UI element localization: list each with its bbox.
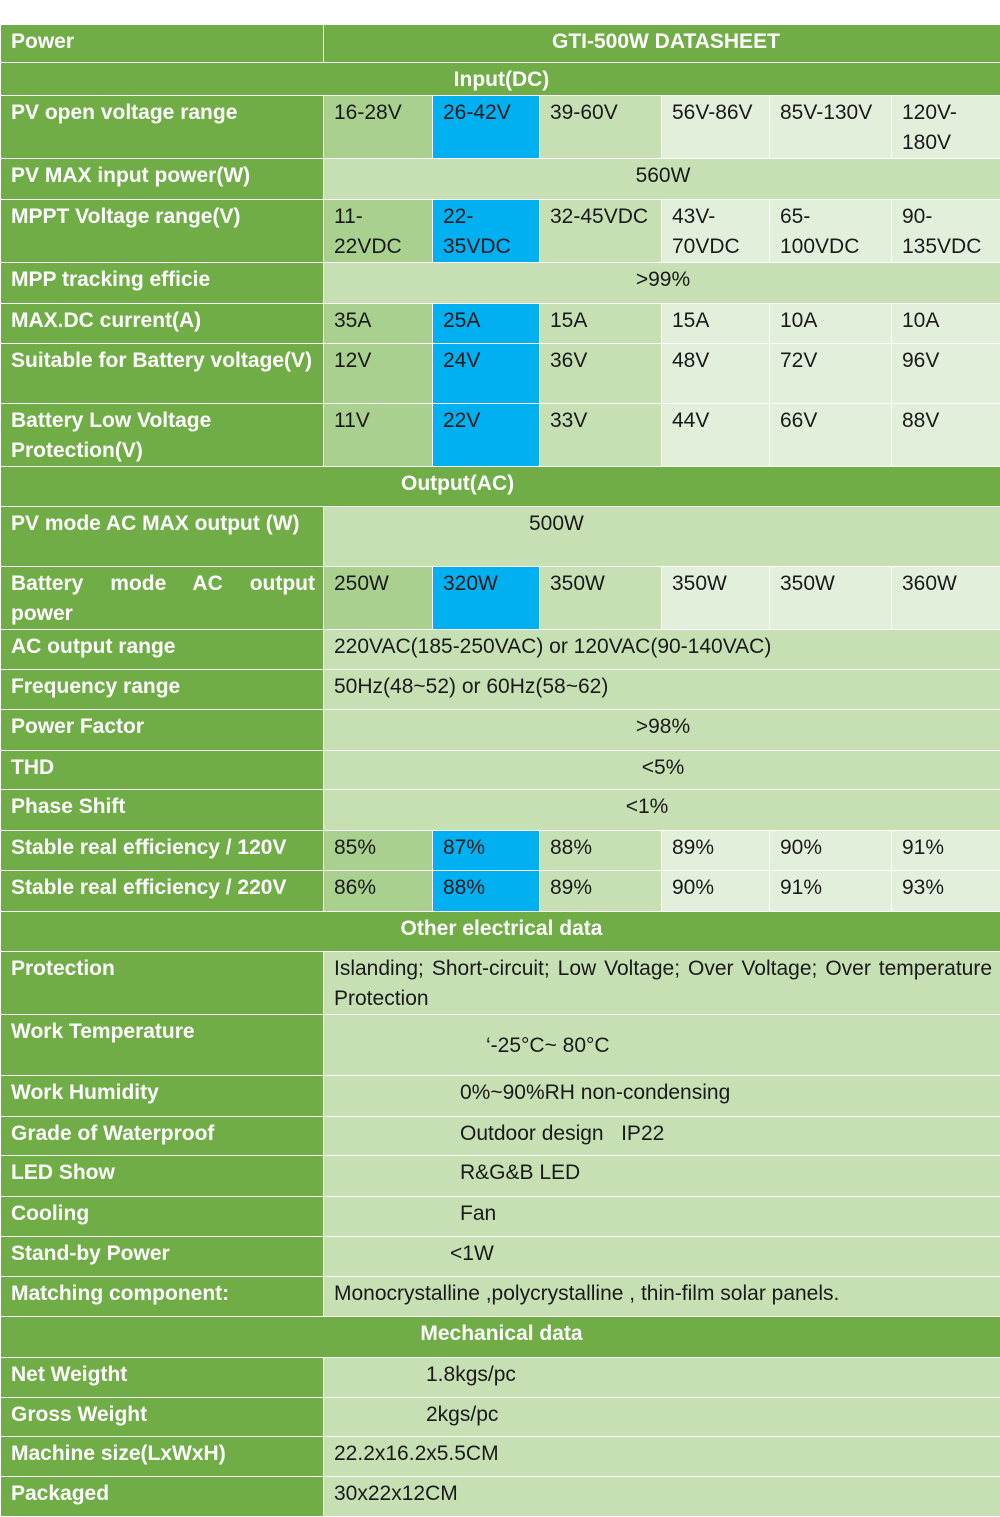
cell: 90-135VDC bbox=[892, 200, 1000, 263]
row-label: Cooling bbox=[1, 1197, 324, 1237]
cell-merged: 50Hz(48~52) or 60Hz(58~62) bbox=[324, 670, 1000, 710]
table-row bbox=[1, 871, 1000, 912]
cell: 35A bbox=[324, 304, 433, 344]
table-row bbox=[1, 344, 1000, 404]
header-row bbox=[1, 25, 1000, 63]
section-other-title: Other electrical data bbox=[1, 912, 1000, 952]
cell: 89% bbox=[662, 831, 770, 871]
row-label: Work Temperature bbox=[1, 1015, 324, 1076]
table-row bbox=[1, 1117, 1000, 1156]
table-row bbox=[1, 831, 1000, 871]
row-label: Battery mode AC output power bbox=[1, 567, 324, 630]
cell: 15A bbox=[662, 304, 770, 344]
table-row bbox=[1, 1015, 1000, 1076]
row-label: PV MAX input power(W) bbox=[1, 159, 324, 200]
table-row bbox=[1, 1076, 1000, 1117]
cell: 350W bbox=[662, 567, 770, 630]
table-row bbox=[1, 1277, 1000, 1317]
row-label: Stable real efficiency / 120V bbox=[1, 831, 324, 871]
table-row bbox=[1, 1156, 1000, 1197]
table-row bbox=[1, 200, 1000, 263]
cell: 16-28V bbox=[324, 96, 433, 159]
cell-merged: Islanding; Short-circuit; Low Voltage; Over Voltage; Over temperature Protection bbox=[324, 952, 1000, 1015]
table-row bbox=[1, 952, 1000, 1015]
section-input-title: Input(DC) bbox=[1, 63, 1000, 96]
row-label: THD bbox=[1, 751, 324, 790]
cell: 33V bbox=[540, 404, 662, 467]
cell: 36V bbox=[540, 344, 662, 404]
cell: 32-45VDC bbox=[540, 200, 662, 263]
row-label: Battery Low Voltage Protection(V) bbox=[1, 404, 324, 467]
row-label: Frequency range bbox=[1, 670, 324, 710]
row-label: PV open voltage range bbox=[1, 96, 324, 159]
row-label: PV mode AC MAX output (W) bbox=[1, 507, 324, 567]
cell-merged: 22.2x16.2x5.5CM bbox=[324, 1437, 1000, 1477]
cell: 350W bbox=[770, 567, 892, 630]
cell: 65-100VDC bbox=[770, 200, 892, 263]
cell: 85V-130V bbox=[770, 96, 892, 159]
cell: 66V bbox=[770, 404, 892, 467]
table-row bbox=[1, 710, 1000, 751]
table-row bbox=[1, 630, 1000, 670]
cell-highlighted: 320W bbox=[433, 567, 540, 630]
section-row-mechanical bbox=[1, 1317, 1000, 1358]
table-row bbox=[1, 1437, 1000, 1477]
datasheet-title: GTI-500W DATASHEET bbox=[324, 25, 1000, 63]
cell: 96V bbox=[892, 344, 1000, 404]
cell-highlighted: 22V bbox=[433, 404, 540, 467]
cell: 43V-70VDC bbox=[662, 200, 770, 263]
cell: 89% bbox=[540, 871, 662, 912]
cell-merged: 30x22x12CM bbox=[324, 1477, 1000, 1517]
cell-highlighted: 88% bbox=[433, 871, 540, 912]
section-output-title: Output(AC) bbox=[1, 467, 1000, 507]
cell: 48V bbox=[662, 344, 770, 404]
cell-merged: 2kgs/pc bbox=[324, 1398, 1000, 1437]
row-label: MPPT Voltage range(V) bbox=[1, 200, 324, 263]
row-label: Stand-by Power bbox=[1, 1237, 324, 1277]
cell-merged: <1% bbox=[324, 790, 1000, 831]
row-label: Grade of Waterproof bbox=[1, 1117, 324, 1156]
cell: 360W bbox=[892, 567, 1000, 630]
cell: 93% bbox=[892, 871, 1000, 912]
cell-merged: Outdoor design IP22 bbox=[324, 1117, 1000, 1156]
cell: 120V-180V bbox=[892, 96, 1000, 159]
cell: 15A bbox=[540, 304, 662, 344]
table-row bbox=[1, 1477, 1000, 1517]
row-label: Stable real efficiency / 220V bbox=[1, 871, 324, 912]
row-label: Phase Shift bbox=[1, 790, 324, 831]
cell-merged: 500W bbox=[324, 507, 1000, 567]
cell-merged: >98% bbox=[324, 710, 1000, 751]
table-row bbox=[1, 507, 1000, 567]
cell: 10A bbox=[770, 304, 892, 344]
row-label: Work Humidity bbox=[1, 1076, 324, 1117]
row-label: Machine size(LxWxH) bbox=[1, 1437, 324, 1477]
cell-merged: R&G&B LED bbox=[324, 1156, 1000, 1197]
cell-merged: <1W bbox=[324, 1237, 1000, 1277]
row-label: Matching component: bbox=[1, 1277, 324, 1317]
cell-merged: ‘-25°C~ 80°C bbox=[324, 1015, 1000, 1076]
table-row bbox=[1, 1358, 1000, 1398]
cell: 85% bbox=[324, 831, 433, 871]
cell-merged: 1.8kgs/pc bbox=[324, 1358, 1000, 1398]
cell-highlighted: 25A bbox=[433, 304, 540, 344]
table-row bbox=[1, 670, 1000, 710]
table-row bbox=[1, 404, 1000, 467]
cell: 250W bbox=[324, 567, 433, 630]
cell: 91% bbox=[892, 831, 1000, 871]
table-row bbox=[1, 1197, 1000, 1237]
cell-highlighted: 26-42V bbox=[433, 96, 540, 159]
table-row bbox=[1, 304, 1000, 344]
cell: 88V bbox=[892, 404, 1000, 467]
cell-merged: 0%~90%RH non-condensing bbox=[324, 1076, 1000, 1117]
row-label: Gross Weight bbox=[1, 1398, 324, 1437]
table-row bbox=[1, 96, 1000, 159]
cell: 10A bbox=[892, 304, 1000, 344]
row-label: Packaged bbox=[1, 1477, 324, 1517]
cell: 90% bbox=[662, 871, 770, 912]
datasheet-table bbox=[0, 24, 1000, 1517]
table-row bbox=[1, 567, 1000, 630]
cell-merged: 220VAC(185-250VAC) or 120VAC(90-140VAC) bbox=[324, 630, 1000, 670]
cell: 72V bbox=[770, 344, 892, 404]
row-label: MPP tracking efficie bbox=[1, 263, 324, 304]
table-row bbox=[1, 790, 1000, 831]
cell: 350W bbox=[540, 567, 662, 630]
cell-merged: Fan bbox=[324, 1197, 1000, 1237]
section-row-output bbox=[1, 467, 1000, 507]
cell-highlighted: 22-35VDC bbox=[433, 200, 540, 263]
section-row-input bbox=[1, 63, 1000, 96]
cell: 39-60V bbox=[540, 96, 662, 159]
cell: 44V bbox=[662, 404, 770, 467]
table-row bbox=[1, 263, 1000, 304]
cell-merged: <5% bbox=[324, 751, 1000, 790]
section-mechanical-title: Mechanical data bbox=[1, 1317, 1000, 1358]
cell: 11V bbox=[324, 404, 433, 467]
row-label: LED Show bbox=[1, 1156, 324, 1197]
cell-highlighted: 24V bbox=[433, 344, 540, 404]
table-row bbox=[1, 751, 1000, 790]
row-label: MAX.DC current(A) bbox=[1, 304, 324, 344]
cell-merged: >99% bbox=[324, 263, 1000, 304]
header-power-label: Power bbox=[1, 25, 324, 63]
cell: 11-22VDC bbox=[324, 200, 433, 263]
row-label: AC output range bbox=[1, 630, 324, 670]
cell-merged: 560W bbox=[324, 159, 1000, 200]
cell-merged: Monocrystalline ,polycrystalline , thin-film solar panels. bbox=[324, 1277, 1000, 1317]
cell: 12V bbox=[324, 344, 433, 404]
section-row-other bbox=[1, 912, 1000, 952]
row-label: Suitable for Battery voltage(V) bbox=[1, 344, 324, 404]
cell: 56V-86V bbox=[662, 96, 770, 159]
cell: 90% bbox=[770, 831, 892, 871]
cell: 86% bbox=[324, 871, 433, 912]
row-label: Protection bbox=[1, 952, 324, 1015]
cell: 88% bbox=[540, 831, 662, 871]
cell-highlighted: 87% bbox=[433, 831, 540, 871]
cell: 91% bbox=[770, 871, 892, 912]
row-label: Net Weigtht bbox=[1, 1358, 324, 1398]
row-label: Power Factor bbox=[1, 710, 324, 751]
table-row bbox=[1, 1398, 1000, 1437]
table-row bbox=[1, 159, 1000, 200]
table-row bbox=[1, 1237, 1000, 1277]
